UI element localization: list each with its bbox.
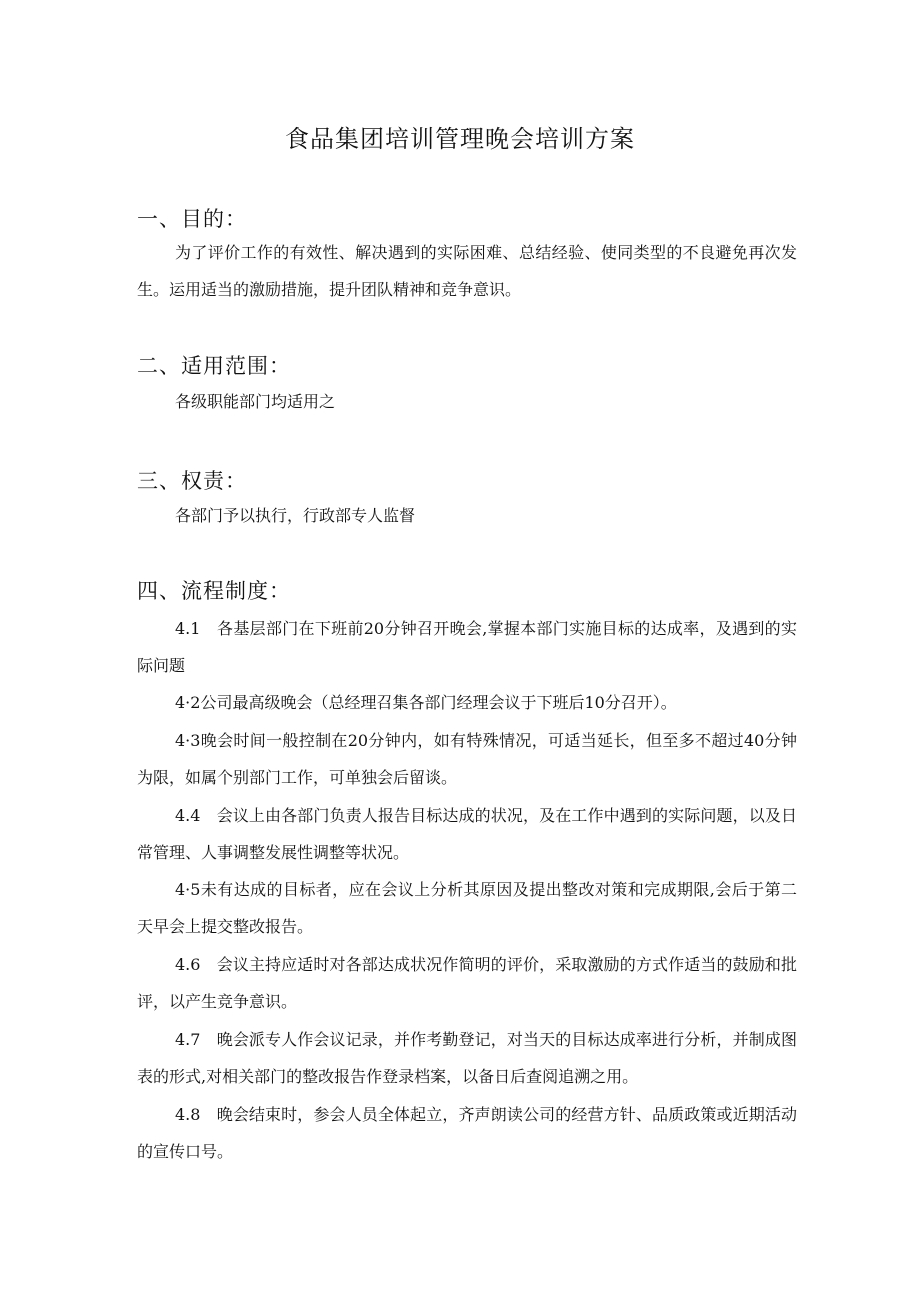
procedure-item-4-2: 4·2公司最高级晚会（总经理召集各部门经理会议于下班后10分召开）。: [175, 693, 677, 712]
section-paragraph-purpose: 为了评价工作的有效性、解决遇到的实际困难、总结经验、使同类型的不良避免再次发生。运用适当的激励措施，提升团队精神和竞争意识。: [137, 243, 797, 299]
procedure-item-4-7: 4.7 晚会派专人作会议记录，并作考勤登记，对当天的目标达成率进行分析，并制成图表的形式,对相关部门的整改报告作登录档案，以备日后查阅追溯之用。: [137, 1030, 797, 1086]
procedure-item-4-8: 4.8 晚会结束时，参会人员全体起立，齐声朗读公司的经营方针、品质政策或近期活动的宣传口号。: [137, 1105, 797, 1161]
section-heading-responsibility: 三、权责：: [137, 469, 247, 493]
procedure-item-4-1: 4.1 各基层部门在下班前20分钟召开晚会,掌握本部门实施目标的达成率，及遇到的实际问题: [137, 619, 797, 675]
procedure-item-4-3: 4·3晚会时间一般控制在20分钟内，如有特殊情况，可适当延长，但至多不超过40分钟为限，如属个别部门工作，可单独会后留谈。: [137, 731, 797, 787]
procedure-item-4-6: 4.6 会议主持应适时对各部达成状况作简明的评价，采取激励的方式作适当的鼓励和批评，以产生竞争意识。: [137, 955, 797, 1011]
section-paragraph-responsibility: 各部门予以执行，行政部专人监督: [175, 506, 416, 525]
section-heading-scope: 二、适用范围：: [137, 354, 291, 378]
procedure-item-4-4: 4.4 会议上由各部门负责人报告目标达成的状况，及在工作中遇到的实际问题，以及日常管理、人事调整发展性调整等状况。: [137, 806, 797, 862]
document-title: 食品集团培训管理晚会培训方案: [285, 125, 635, 153]
section-heading-procedure: 四、流程制度：: [137, 579, 291, 603]
section-heading-purpose: 一、目的：: [137, 207, 247, 231]
procedure-item-4-5: 4·5未有达成的目标者，应在会议上分析其原因及提出整改对策和完成期限,会后于第二天早会上提交整改报告。: [137, 880, 797, 936]
section-paragraph-scope: 各级职能部门均适用之: [175, 392, 336, 411]
